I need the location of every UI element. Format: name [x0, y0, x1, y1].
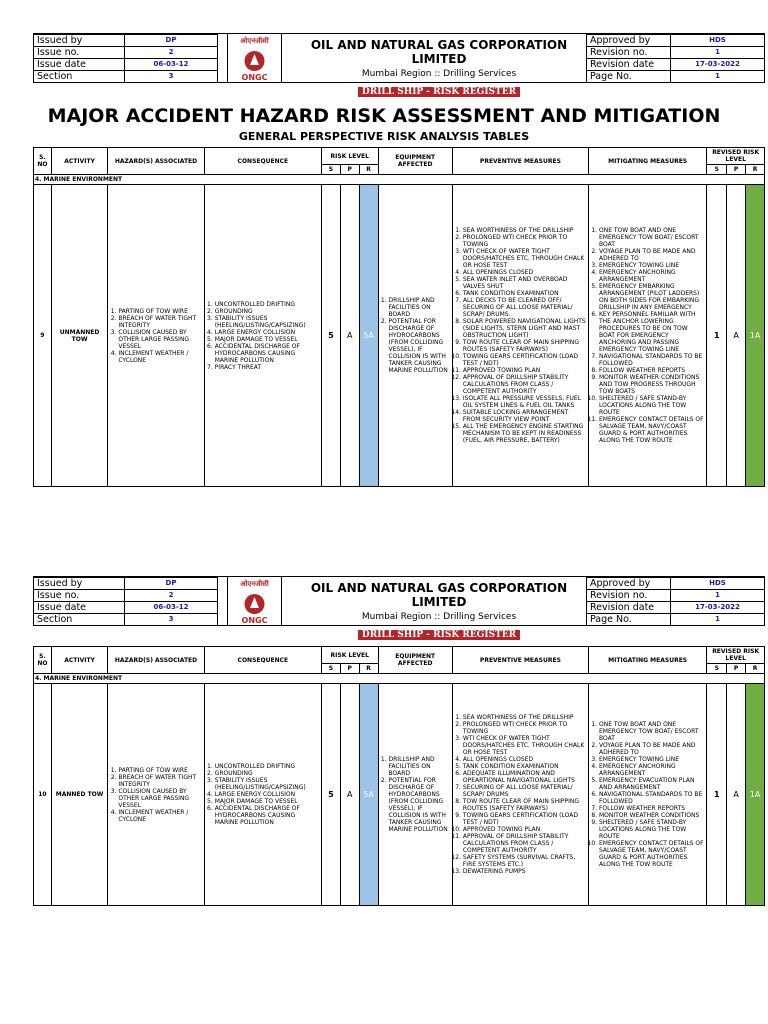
list-item: 4. LARGE ENERGY COLLISION — [215, 791, 320, 798]
section-row: 4. MARINE ENVIRONMENT — [34, 175, 765, 185]
row-preventive — [452, 185, 588, 487]
header-right-table — [586, 577, 765, 626]
col-s: S — [321, 165, 340, 175]
company-block — [289, 38, 589, 98]
row-activity: MANNED TOW — [51, 684, 108, 906]
issue-no-label: Issue no. — [34, 47, 125, 59]
revised-p: A — [727, 185, 746, 487]
risk-r: 5A — [359, 684, 378, 906]
col-revised-r: R — [746, 165, 765, 175]
col-activity: ACTIVITY — [51, 647, 108, 674]
list-item: 9. MONITOR WEATHER CONDITIONS AND TOW PROGRESS THROUGH TOW BOATS — [599, 374, 705, 395]
revision-no-label: Revision no. — [587, 47, 671, 59]
list-item: 2. BREACH OF WATER TIGHT INTEGRITY — [118, 774, 202, 788]
list-item: 3. WTI CHECK OF WATER TIGHT DOORS/HATCHES ETC. THROUGH CHALK OR HOSE TEST — [463, 248, 587, 269]
list-item: 2. VOYAGE PLAN TO BE MADE AND ADHERED TO — [599, 742, 705, 756]
risk-s: 5 — [321, 185, 340, 487]
company-name: OIL AND NATURAL GAS CORPORATION LIMITED — [310, 581, 568, 609]
list-item: 1. SEA WORTHINESS OF THE DRILLSHIP — [463, 714, 587, 721]
list-item: 1. DRILLSHIP AND FACILITIES ON BOARD — [389, 756, 451, 777]
approved-by-value: HDS — [671, 35, 765, 47]
list-item: 2. PROLONGED WTI CHECK PRIOR TO TOWING — [463, 721, 587, 735]
list-item: 8. TOW ROUTE CLEAR OF MAIN SHIPPING ROUTES (SAFETY FAIRWAYS) — [463, 798, 587, 812]
row-consequences — [204, 684, 321, 906]
ongc-logo — [227, 34, 282, 82]
page-no-value: 1 — [671, 71, 765, 83]
section-label: Section — [34, 71, 125, 83]
register-banner: DRILL SHIP - RISK REGISTER — [358, 87, 520, 97]
list-item: 14. SUITABLE LOCKING ARRANGEMENT FROM SECURITY VIEW POINT — [463, 409, 587, 423]
list-item: 6. ACCIDENTAL DISCHARGE OF HYDROCARBONS CAUSING MARINE POLLUTION — [215, 805, 320, 826]
list-item: 3. WTI CHECK OF WATER TIGHT DOORS/HATCHES ETC. THROUGH CHALK OR HOSE TEST — [463, 735, 587, 756]
col-revised-s: S — [707, 165, 727, 175]
issued-by-label: Issued by — [34, 578, 125, 590]
row-preventive — [452, 684, 588, 906]
col-revised-p: P — [727, 664, 746, 674]
list-item: 2. POTENTIAL FOR DISCHARGE OF HYDROCARBONS (FROM COLLIDING VESSEL), IF COLLISION IS WITH TANKER CAUSING MARINE POLLUTION — [389, 318, 451, 374]
section-value: 3 — [125, 71, 218, 83]
row-hazards — [108, 185, 204, 487]
section-row: 4. MARINE ENVIRONMENT — [34, 674, 765, 684]
col-mitigating: MITIGATING MEASURES — [588, 148, 706, 175]
list-item: 5. MAJOR DAMAGE TO VESSEL — [215, 798, 320, 805]
page-no-value: 1 — [671, 614, 765, 626]
col-activity: ACTIVITY — [51, 148, 108, 175]
row-activity: UNMANNED TOW — [51, 185, 108, 487]
page-no-label: Page No. — [587, 614, 671, 626]
col-p: P — [340, 165, 359, 175]
company-block — [289, 581, 589, 641]
logo-text: ONGC — [241, 616, 268, 625]
list-item: 5. EMERGENCY EVACUATION PLAN AND ARRANGEMENT — [599, 777, 705, 791]
list-item: 11. EMERGENCY CONTACT DETAILS OF SALVAGE TEAM, NAVY/COAST GUARD & PORT AUTHORITIES ALONG THE TOW ROUTE — [599, 416, 705, 444]
list-item: 3. COLLISION CAUSED BY OTHER LARGE PASSING VESSEL — [118, 788, 202, 809]
list-item: 11. APPROVAL OF DRILLSHIP STABILITY CALCULATIONS FROM CLASS / COMPETENT AUTHORITY — [463, 833, 587, 854]
col-consequence: CONSEQUENCE — [204, 148, 321, 175]
list-item: 13. ISOLATE ALL PRESSURE VESSELS, FUEL OIL SYSTEM LINES & FUEL OIL TANKS — [463, 395, 587, 409]
list-item: 2. BREACH OF WATER TIGHT INTEGRITY — [118, 315, 202, 329]
company-name: OIL AND NATURAL GAS CORPORATION LIMITED — [310, 38, 568, 66]
revision-no-value: 1 — [671, 47, 765, 59]
issued-by-label: Issued by — [34, 35, 125, 47]
section-value: 3 — [125, 614, 218, 626]
register-banner: DRILL SHIP - RISK REGISTER — [358, 630, 520, 640]
list-item: 7. NAVIGATIONAL STANDARDS TO BE FOLLOWED — [599, 353, 705, 367]
list-item: 13. DEWATERING PUMPS — [463, 868, 587, 875]
col-equipment: EQUIPMENT AFFECTED — [378, 647, 452, 674]
list-item: 6. NAVIGATIONAL STANDARDS TO BE FOLLOWED — [599, 791, 705, 805]
col-preventive: PREVENTIVE MEASURES — [452, 647, 588, 674]
row-mitigating — [588, 185, 706, 487]
issue-no-value: 2 — [125, 47, 218, 59]
list-item: 3. COLLISION CAUSED BY OTHER LARGE PASSING VESSEL — [118, 329, 202, 350]
row-sno: 9 — [34, 185, 52, 487]
list-item: 1. DRILLSHIP AND FACILITIES ON BOARD — [389, 297, 451, 318]
approved-by-label: Approved by — [587, 35, 671, 47]
list-item: 2. GROUNDING — [215, 770, 320, 777]
col-mitigating: MITIGATING MEASURES — [588, 647, 706, 674]
col-revised-risk: REVISED RISK LEVEL — [707, 148, 765, 165]
list-item: 9. TOW ROUTE CLEAR OF MAIN SHIPPING ROUTES (SAFETY FAIRWAYS) — [463, 339, 587, 353]
list-item: 8. MONITOR WEATHER CONDITIONS — [599, 812, 705, 819]
list-item: 4. EMERGENCY ANCHORING ARRANGEMENT — [599, 763, 705, 777]
issue-no-label: Issue no. — [34, 590, 125, 602]
revision-no-label: Revision no. — [587, 590, 671, 602]
list-item: 5. SEA WATER INLET AND OVERBOAD VALVES SHUT — [463, 276, 587, 290]
header-left-table — [33, 577, 218, 626]
revision-date-label: Revision date — [587, 59, 671, 71]
list-item: 2. GROUNDING — [215, 308, 320, 315]
list-item: 9. SHELTERED / SAFE STAND-BY LOCATIONS ALONG THE TOW ROUTE — [599, 819, 705, 840]
issue-date-value: 06-03-12 — [125, 602, 218, 614]
list-item: 2. VOYAGE PLAN TO BE MADE AND ADHERED TO — [599, 248, 705, 262]
col-r: R — [359, 165, 378, 175]
issue-no-value: 2 — [125, 590, 218, 602]
list-item: 10. EMERGENCY CONTACT DETAILS OF SALVAGE TEAM, NAVY/COAST GUARD & PORT AUTHORITIES ALONG THE TOW ROUTE — [599, 840, 705, 868]
list-item: 6. KEY PERSONNEL FAMILIAR WITH THE ANCHOR LOWERING PROCEDURES TO BE ON TOW BOAT FOR EMERGENCY ANCHORING AND PASSING EMERGENCY TOWING LINE — [599, 311, 705, 353]
col-consequence: CONSEQUENCE — [204, 647, 321, 674]
col-hazard: HAZARD(S) ASSOCIATED — [108, 647, 204, 674]
revised-r: 1A — [746, 684, 765, 906]
page-title: MAJOR ACCIDENT HAZARD RISK ASSESSMENT AND MITIGATION — [47, 105, 721, 127]
col-revised-risk: REVISED RISK LEVEL — [707, 647, 765, 664]
list-item: 5. EMERGENCY EMBARKING ARRANGEMENT (PILOT LADDERS) ON BOTH SIDES FOR EMBARKING DRILLSHIP IN ANY EMERGENCY — [599, 283, 705, 311]
revised-p: A — [727, 684, 746, 906]
row-mitigating — [588, 684, 706, 906]
list-item: 10. TOWING GEARS CERTIFICATION (LOAD TEST / NDT) — [463, 353, 587, 367]
col-sno: S. NO — [34, 148, 52, 175]
document-header — [33, 576, 765, 640]
approved-by-label: Approved by — [587, 578, 671, 590]
list-item: 4. ALL OPENINGS CLOSED — [463, 756, 587, 763]
revision-no-value: 1 — [671, 590, 765, 602]
list-item: 2. PROLONGED WTI CHECK PRIOR TO TOWING — [463, 234, 587, 248]
col-revised-r: R — [746, 664, 765, 674]
list-item: 12. APPROVAL OF DRILLSHIP STABILITY CALCULATIONS FROM CLASS / COMPETENT AUTHORITY — [463, 374, 587, 395]
list-item: 3. EMERGENCY TOWING LINE — [599, 262, 705, 269]
list-item: 8. FOLLOW WEATHER REPORTS — [599, 367, 705, 374]
list-item: 10. SHELTERED / SAFE STAND-BY LOCATIONS ALONG THE TOW ROUTE — [599, 395, 705, 416]
list-item: 7. ALL DECKS TO BE CLEARED OFF/ SECURING OF ALL LOOSE MATERIAL/ SCRAP/ DRUMS. — [463, 297, 587, 318]
list-item: 10. APPROVED TOWING PLAN — [463, 826, 587, 833]
list-item: 1. PARTING OF TOW WIRE — [118, 767, 202, 774]
list-item: 12. SAFETY SYSTEMS (SURVIVAL CRAFTS, FIRE SYSTEMS ETC.) — [463, 854, 587, 868]
approved-by-value: HDS — [671, 578, 765, 590]
risk-s: 5 — [321, 684, 340, 906]
list-item: 3. STABILITY ISSUES (HEELING/LISTING/CAPSIZING) — [215, 777, 320, 791]
list-item: 6. TANK CONDITION EXAMINATION — [463, 290, 587, 297]
list-item: 7. PIRACY THREAT — [215, 364, 320, 371]
row-hazards — [108, 684, 204, 906]
list-item: 6. ADEQUATE ILLUMINATION AND OPEARTIONAL NAVIGATIONAL LIGHTS — [463, 770, 587, 784]
revision-date-value: 17-03-2022 — [671, 59, 765, 71]
issued-by-value: DP — [125, 35, 218, 47]
list-item: 11. APPROVED TOWING PLAN — [463, 367, 587, 374]
risk-r: 5A — [359, 185, 378, 487]
list-item: 7. FOLLOW WEATHER REPORTS — [599, 805, 705, 812]
col-s: S — [321, 664, 340, 674]
risk-table-1 — [33, 147, 765, 487]
list-item: 1. ONE TOW BOAT AND ONE EMERGENCY TOW BOAT/ ESCORT BOAT — [599, 721, 705, 742]
issue-date-value: 06-03-12 — [125, 59, 218, 71]
list-item: 7. SECURING OF ALL LOOSE MATERIAL/ SCRAP/ DRUMS — [463, 784, 587, 798]
list-item: 1. UNCONTROLLED DRIFTING — [215, 763, 320, 770]
logo-hindi-text: ओएनजीसी — [240, 580, 269, 588]
risk-table-2 — [33, 646, 765, 906]
list-item: 2. POTENTIAL FOR DISCHARGE OF HYDROCARBONS (FROM COLLIDING VESSEL), IF COLLISION IS WITH TANKER CAUSING MARINE POLLUTION — [389, 777, 451, 833]
list-item: 1. ONE TOW BOAT AND ONE EMERGENCY TOW BOAT/ ESCORT BOAT — [599, 227, 705, 248]
issued-by-value: DP — [125, 578, 218, 590]
list-item: 3. EMERGENCY TOWING LINE — [599, 756, 705, 763]
list-item: 1. SEA WORTHINESS OF THE DRILLSHIP — [463, 227, 587, 234]
col-hazard: HAZARD(S) ASSOCIATED — [108, 148, 204, 175]
list-item: 3. STABILITY ISSUES (HEELING/LISTING/CAPSIZING) — [215, 315, 320, 329]
region-text: Mumbai Region :: Drilling Services — [361, 612, 517, 622]
col-sno: S. NO — [34, 647, 52, 674]
logo-hindi-text: ओएनजीसी — [240, 37, 269, 45]
revision-date-label: Revision date — [587, 602, 671, 614]
list-item: 1. UNCONTROLLED DRIFTING — [215, 301, 320, 308]
col-revised-p: P — [727, 165, 746, 175]
revised-s: 1 — [707, 684, 727, 906]
revised-r: 1A — [746, 185, 765, 487]
revision-date-value: 17-03-2022 — [671, 602, 765, 614]
col-revised-s: S — [707, 664, 727, 674]
header-left-table — [33, 34, 218, 83]
col-risk-level: RISK LEVEL — [321, 647, 378, 664]
page-subtitle: GENERAL PERSPECTIVE RISK ANALYSIS TABLES — [238, 130, 530, 143]
risk-p: A — [340, 684, 359, 906]
page-no-label: Page No. — [587, 71, 671, 83]
list-item: 9. TOWING GEARS CERTIFICATION (LOAD TEST / NDT) — [463, 812, 587, 826]
region-text: Mumbai Region :: Drilling Services — [361, 69, 517, 79]
list-item: 8. SOLAR POWERED NAVIGATIONAL LIGHTS (SIDE LIGHTS, STERN LIGHT AND MAST OBSTRUCTION LIGHT) — [463, 318, 587, 339]
list-item: 5. MAJOR DAMAGE TO VESSEL — [215, 336, 320, 343]
header-right-table — [586, 34, 765, 83]
list-item: 5. TANK CONDITION EXAMINATION — [463, 763, 587, 770]
section-label: Section — [34, 614, 125, 626]
col-equipment: EQUIPMENT AFFECTED — [378, 148, 452, 175]
list-item: 15. ALL THE EMERGENCY ENGINE STARTING MECHANISM TO BE KEPT IN READINESS (FUEL, AIR PRESSURE, BATTERY) — [463, 423, 587, 444]
logo-text: ONGC — [241, 73, 268, 82]
list-item: 4. ALL OPENINGS CLOSED — [463, 269, 587, 276]
list-item: 4. INCLEMENT WEATHER / CYCLONE — [118, 350, 202, 364]
list-item: 1. PARTING OF TOW WIRE — [118, 308, 202, 315]
ongc-logo — [227, 577, 282, 625]
document-header — [33, 33, 765, 97]
list-item: 4. INCLEMENT WEATHER / CYCLONE — [118, 809, 202, 823]
revised-s: 1 — [707, 185, 727, 487]
row-sno: 10 — [34, 684, 52, 906]
col-preventive: PREVENTIVE MEASURES — [452, 148, 588, 175]
col-r: R — [359, 664, 378, 674]
col-p: P — [340, 664, 359, 674]
row-equipment — [378, 684, 452, 906]
issue-date-label: Issue date — [34, 59, 125, 71]
list-item: 4. LARGE ENERGY COLLISION — [215, 329, 320, 336]
issue-date-label: Issue date — [34, 602, 125, 614]
col-risk-level: RISK LEVEL — [321, 148, 378, 165]
list-item: 4. EMERGENCY ANCHORING ARRANGEMENT — [599, 269, 705, 283]
row-consequences — [204, 185, 321, 487]
list-item: 6. ACCIDENTAL DISCHARGE OF HYDROCARBONS CAUSING MARINE POLLUTION — [215, 343, 320, 364]
risk-p: A — [340, 185, 359, 487]
row-equipment — [378, 185, 452, 487]
